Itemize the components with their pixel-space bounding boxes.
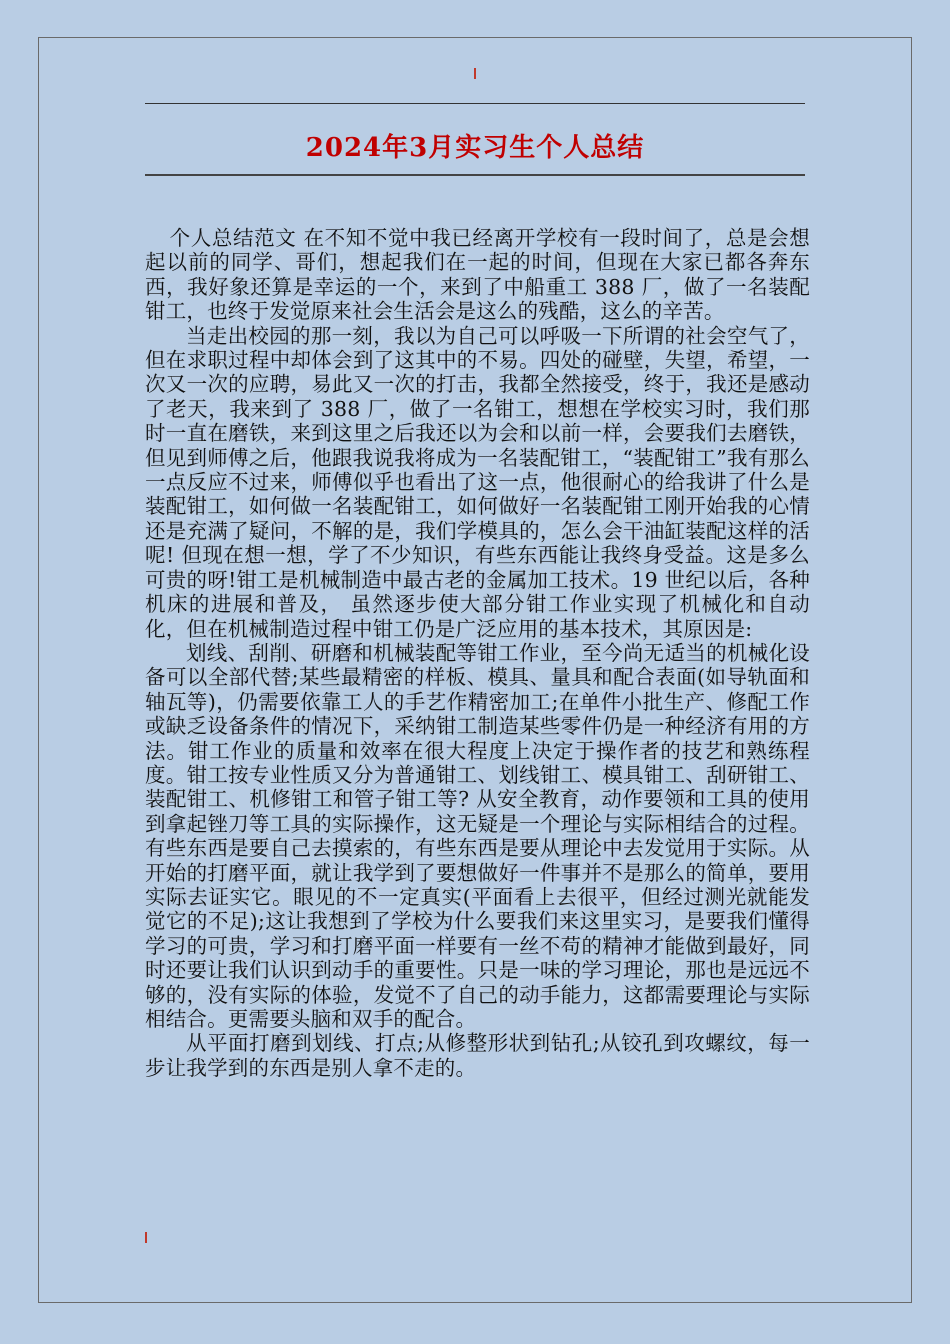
header-mark <box>474 68 476 79</box>
paragraph-4: 从平面打磨到划线、打点;从修整形状到钻孔;从铰孔到攻螺纹，每一步让我学到的东西是别人拿不走的。 <box>145 1031 810 1080</box>
paragraph-3: 划线、刮削、研磨和机械装配等钳工作业，至今尚无适当的机械化设备可以全部代替;某些最精密的样板、模具、量具和配合表面(如导轨面和轴瓦等)，仍需要依靠工人的手艺作精密加工;在单件小批生产、修配工作或缺乏设备条件的情况下，采纳钳工制造某些零件仍是一种经济有用的方法。钳工作业的质量和效率在很大程度上决定于操作者的技艺和熟练程度。钳工按专业性质又分为普通钳工、划线钳工、模具钳工、刮研钳工、装配钳工、机修钳工和管子钳工等? 从安全教育，动作要领和工具的使用到拿起锉刀等工具的实际操作，这无疑是一个理论与实际相结合的过程。有些东西是要自己去摸索的，有些东西是要从理论中去发觉用于实际。从开始的打磨平面，就让我学到了要想做好一件事并不是那么的简单，要用实际去证实它。眼见的不一定真实(平面看上去很平，但经过测光就能发觉它的不足);这让我想到了学校为什么要我们来这里实习，是要我们懂得学习的可贵，学习和打磨平面一样要有一丝不苟的精神才能做到最好，同时还要让我们认识到动手的重要性。只是一味的学习理论，那也是远远不够的，没有实际的体验，发觉不了自己的动手能力，这都需要理论与实际相结合。更需要头脑和双手的配合。 <box>145 640 810 1031</box>
paragraph-2: 当走出校园的那一刻，我以为自己可以呼吸一下所谓的社会空气了，但在求职过程中却体会到了这其中的不易。四处的碰壁，失望，希望，一次又一次的应聘，易此又一次的打击，我都全然接受，终于，我还是感动了老天，我来到了 388 厂，做了一名钳工，想想在学校实习时，我们那时一直在磨铁，来到这里之后我还以为会和以前一样，会要我们去磨铁，但见到师傅之后，他跟我说我将成为一名装配钳工，“装配钳工”我有那么一点反应不过来，师傅似乎也看出了这一点，他很耐心的给我讲了什么是装配钳工，如何做一名装配钳工，如何做好一名装配钳工刚开始我的心情还是充满了疑问，不解的是，我们学模具的，怎么会干油缸装配这样的活呢! 但现在想一想，学了不少知识，有些东西能让我终身受益。这是多么可贵的呀!钳工是机械制造中最古老的金属加工技术。19 世纪以后，各种机床的进展和普及， 虽然逐步使大部分钳工作业实现了机械化和自动化，但在机械制造过程中钳工仍是广泛应用的基本技术，其原因是: <box>145 323 810 641</box>
document-body <box>145 226 810 1080</box>
header-rule <box>145 103 805 104</box>
document-title: 2024年3月实习生个人总结 <box>305 133 645 163</box>
title-rule <box>145 174 805 176</box>
paragraph-1: 个人总结范文 在不知不觉中我已经离开学校有一段时间了，总是会想起以前的同学、哥们，想起我们在一起的时间，但现在大家已都各奔东西，我好象还算是幸运的一个，来到了中船重工 388 厂，做了一名装配钳工，也终于发觉原来社会生活会是这么的残酷，这么的辛苦。 <box>145 226 810 324</box>
footer-mark <box>145 1232 147 1243</box>
